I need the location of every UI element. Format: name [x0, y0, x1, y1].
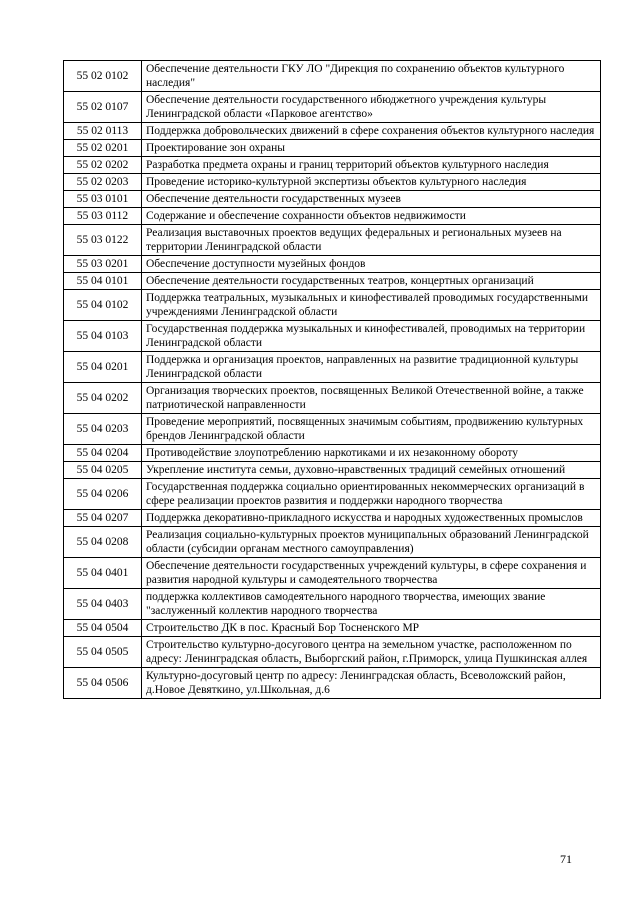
- row-code: 55 02 0107: [64, 92, 142, 123]
- row-description: поддержка коллективов самодеятельного народного творчества, имеющих звание "заслуженный коллектив народного творчества: [142, 589, 601, 620]
- table-row: [64, 225, 601, 256]
- row-description: Проведение историко-культурной экспертизы объектов культурного наследия: [142, 174, 601, 191]
- table-row: [64, 414, 601, 445]
- table-row: [64, 445, 601, 462]
- row-description: Поддержка театральных, музыкальных и кинофестивалей проводимых государственными учреждениями Ленинградской области: [142, 290, 601, 321]
- row-description: Обеспечение деятельности государственных музеев: [142, 191, 601, 208]
- row-code: 55 02 0202: [64, 157, 142, 174]
- table-row: [64, 558, 601, 589]
- codes-table: [63, 60, 601, 699]
- page-number: 71: [560, 852, 572, 866]
- table-row: [64, 61, 601, 92]
- row-code: 55 04 0202: [64, 383, 142, 414]
- table-row: [64, 527, 601, 558]
- row-code: 55 04 0401: [64, 558, 142, 589]
- table-row: [64, 321, 601, 352]
- table-row: [64, 668, 601, 699]
- row-description: Строительство ДК в пос. Красный Бор Тосненского МР: [142, 620, 601, 637]
- row-code: 55 04 0101: [64, 273, 142, 290]
- table-row: [64, 92, 601, 123]
- row-description: Противодействие злоупотреблению наркотиками и их незаконному обороту: [142, 445, 601, 462]
- row-code: 55 04 0504: [64, 620, 142, 637]
- row-code: 55 04 0102: [64, 290, 142, 321]
- row-code: 55 04 0206: [64, 479, 142, 510]
- row-code: 55 04 0208: [64, 527, 142, 558]
- row-description: Обеспечение деятельности государственных театров, концертных организаций: [142, 273, 601, 290]
- table-row: [64, 352, 601, 383]
- table-row: [64, 191, 601, 208]
- row-code: 55 02 0203: [64, 174, 142, 191]
- row-description: Реализация выставочных проектов ведущих федеральных и региональных музеев на территории Ленинградской области: [142, 225, 601, 256]
- row-code: 55 04 0403: [64, 589, 142, 620]
- table-row: [64, 637, 601, 668]
- row-code: 55 04 0103: [64, 321, 142, 352]
- row-code: 55 03 0201: [64, 256, 142, 273]
- table-row: [64, 620, 601, 637]
- row-description: Строительство культурно-досугового центра на земельном участке, расположенном по адресу: Ленинградская область, Выборгский район, г.Приморск, улица Пушкинская аллея: [142, 637, 601, 668]
- row-code: 55 04 0506: [64, 668, 142, 699]
- row-description: Государственная поддержка музыкальных и кинофестивалей, проводимых на территории Ленинградской области: [142, 321, 601, 352]
- row-code: 55 03 0101: [64, 191, 142, 208]
- row-code: 55 04 0207: [64, 510, 142, 527]
- table-row: [64, 462, 601, 479]
- row-code: 55 02 0113: [64, 123, 142, 140]
- table-row: [64, 290, 601, 321]
- row-description: Поддержка и организация проектов, направленных на развитие традиционной культуры Ленинградской области: [142, 352, 601, 383]
- table-row: [64, 273, 601, 290]
- row-code: 55 04 0201: [64, 352, 142, 383]
- row-description: Укрепление института семьи, духовно-нравственных традиций семейных отношений: [142, 462, 601, 479]
- table-row: [64, 157, 601, 174]
- row-description: Поддержка добровольческих движений в сфере сохранения объектов культурного наследия: [142, 123, 601, 140]
- row-description: Реализация социально-культурных проектов муниципальных образований Ленинградской области (субсидии органам местного самоуправления): [142, 527, 601, 558]
- row-code: 55 04 0505: [64, 637, 142, 668]
- row-description: Поддержка декоративно-прикладного искусства и народных художественных промыслов: [142, 510, 601, 527]
- table-row: [64, 383, 601, 414]
- row-code: 55 04 0204: [64, 445, 142, 462]
- table-row: [64, 140, 601, 157]
- table-row: [64, 510, 601, 527]
- row-description: Организация творческих проектов, посвященных Великой Отечественной войне, а также патриотической направленности: [142, 383, 601, 414]
- table-row: [64, 208, 601, 225]
- row-code: 55 04 0205: [64, 462, 142, 479]
- row-description: Государственная поддержка социально ориентированных некоммерческих организаций в сфере реализации проектов развития и поддержки народного творчества: [142, 479, 601, 510]
- row-description: Проектирование зон охраны: [142, 140, 601, 157]
- row-description: Обеспечение доступности музейных фондов: [142, 256, 601, 273]
- row-code: 55 04 0203: [64, 414, 142, 445]
- table-row: [64, 479, 601, 510]
- table-row: [64, 256, 601, 273]
- row-code: 55 02 0102: [64, 61, 142, 92]
- row-code: 55 02 0201: [64, 140, 142, 157]
- codes-table-body: [64, 61, 601, 699]
- row-description: Разработка предмета охраны и границ территорий объектов культурного наследия: [142, 157, 601, 174]
- table-row: [64, 174, 601, 191]
- row-description: Обеспечение деятельности государственного ибюджетного учреждения культуры Ленинградской области «Парковое агентство»: [142, 92, 601, 123]
- row-description: Содержание и обеспечение сохранности объектов недвижимости: [142, 208, 601, 225]
- row-description: Обеспечение деятельности государственных учреждений культуры, в сфере сохранения и развития народной культуры и самодеятельного творчества: [142, 558, 601, 589]
- row-description: Проведение мероприятий, посвященных значимым событиям, продвижению культурных брендов Ленинградской области: [142, 414, 601, 445]
- row-description: Культурно-досуговый центр по адресу: Ленинградская область, Всеволожский район, д.Новое Девяткино, ул.Школьная, д.6: [142, 668, 601, 699]
- row-code: 55 03 0122: [64, 225, 142, 256]
- table-row: [64, 123, 601, 140]
- row-description: Обеспечение деятельности ГКУ ЛО "Дирекция по сохранению объектов культурного наследия": [142, 61, 601, 92]
- table-row: [64, 589, 601, 620]
- row-code: 55 03 0112: [64, 208, 142, 225]
